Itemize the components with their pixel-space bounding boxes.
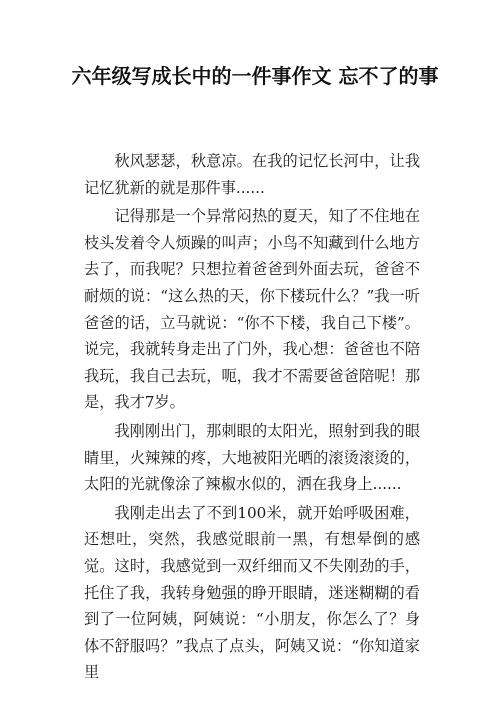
document-body	[84, 148, 420, 688]
paragraph-1: 秋风瑟瑟，秋意凉。在我的记忆长河中，让我记忆犹新的就是那件事......	[84, 152, 420, 197]
paragraph-3: 我刚刚出门，那刺眼的太阳光，照射到我的眼睛里，火辣辣的疼，大地被阳光晒的滚烫滚烫的，太阳的光就像涂了辣椒水似的，洒在我身上......	[84, 421, 420, 494]
paragraph-4: 我刚走出去了不到100米，就开始呼吸困难，还想吐，突然，我感觉眼前一黑，有想晕倒的感觉。这时，我感觉到一双纤细而又不失刚劲的手，托住了我，我转身勉强的睁开眼睛，迷迷糊糊的看到了一位阿姨，阿姨说：“小朋友，你怎么了？身体不舒服吗？”我点了点头，阿姨又说：“你知道家里	[84, 503, 420, 682]
paragraph-2: 记得那是一个异常闷热的夏天，知了不住地在枝头发着令人烦躁的叫声；小鸟不知藏到什么地方去了，而我呢？只想拉着爸爸到外面去玩，爸爸不耐烦的说：“这么热的天，你下楼玩什么？”我一听爸爸的话，立马就说：“你不下楼，我自己下楼”。说完，我就转身走出了门外，我心想：爸爸也不陪我玩，我自己去玩，呃，我才不需要爸爸陪呢！那是，我才7岁。	[84, 207, 420, 412]
document-title: 六年级写成长中的一件事作文 忘不了的事	[71, 64, 439, 88]
